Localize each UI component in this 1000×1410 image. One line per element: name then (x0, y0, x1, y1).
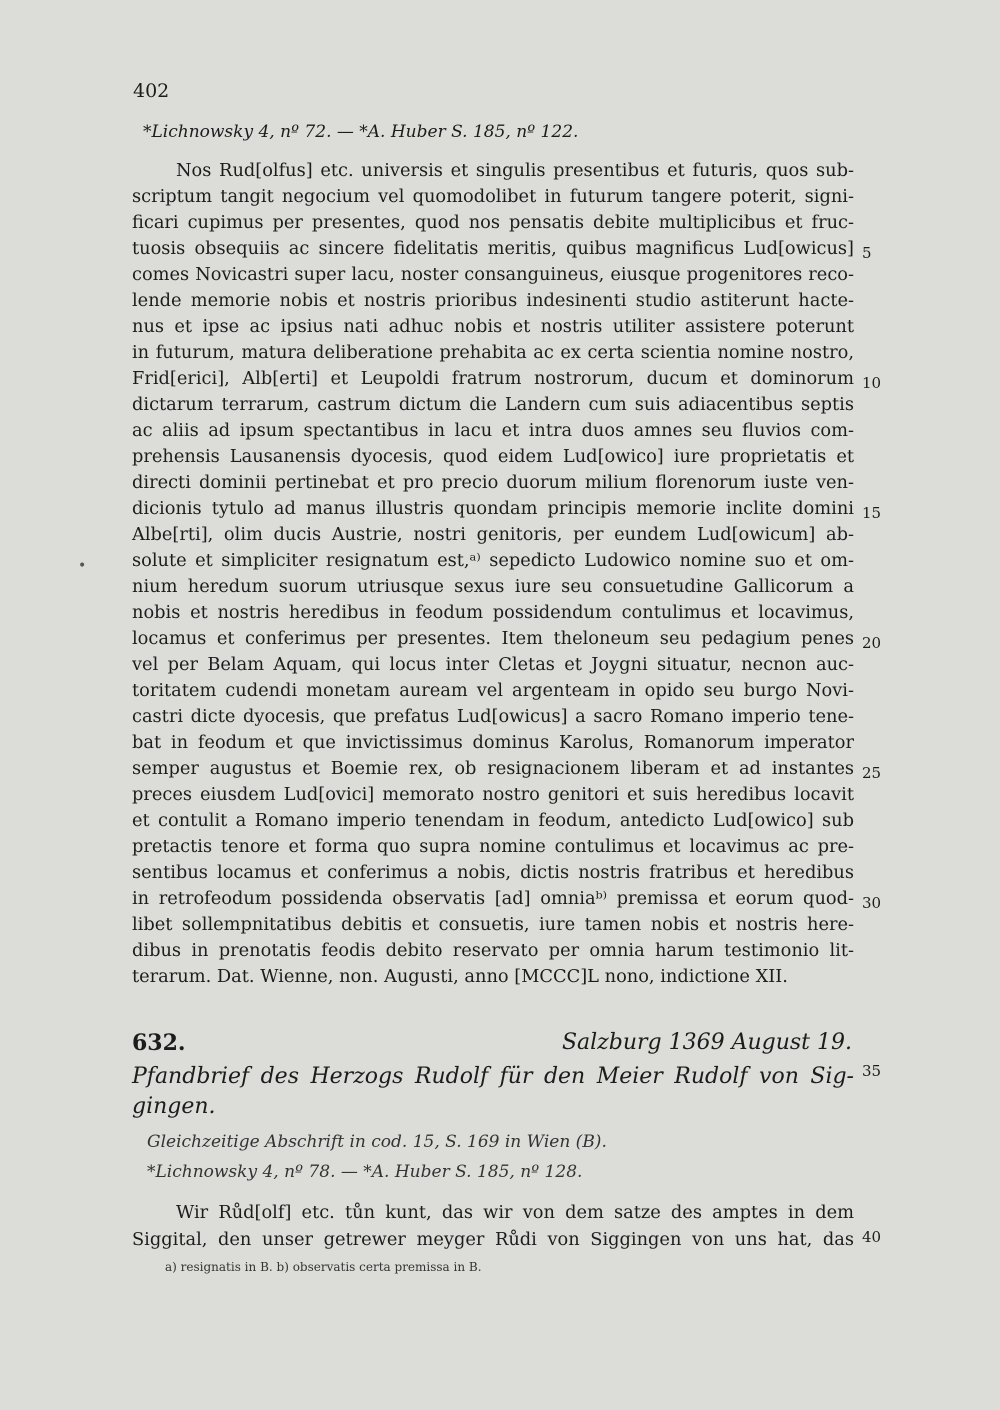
source-note: Gleichzeitige Abschrift in cod. 15, S. 169 in Wien (B). (147, 1132, 607, 1152)
text-line: in retrofeodum possidenda observatis [ad] omniaᵇ⁾ premissa et eorum quod- (132, 888, 854, 909)
document-heading (132, 1030, 852, 1060)
line-number: 5 (862, 244, 872, 262)
margin-mark: • (78, 558, 87, 574)
line-number: 15 (862, 504, 882, 522)
text-line: scriptum tangit negocium vel quomodolibet in futurum tangere poterit, signi- (132, 186, 854, 207)
text-line: Siggital, den unser getrewer meyger Růdi von Siggingen von uns hat, das (132, 1229, 854, 1250)
text-line: ac aliis ad ipsum spectantibus in lacu et intra duos amnes seu fluvios com- (132, 420, 854, 441)
document-references: *Lichnowsky 4, nº 78. — *A. Huber S. 185, nº 128. (147, 1162, 583, 1182)
text-line: nobis et nostris heredibus in feodum possidendum contulimus et locavimus, (132, 602, 854, 623)
text-line: lende memorie nobis et nostris prioribus indesinenti studio astiterunt hacte- (132, 290, 854, 311)
text-line: bat in feodum et que invictissimus dominus Karolus, Romanorum imperator (132, 732, 854, 753)
text-line: toritatem cudendi monetam auream vel argenteam in opido seu burgo Novi- (132, 680, 854, 701)
line-number: 25 (862, 764, 882, 782)
document-title-line: Pfandbrief des Herzogs Rudolf für den Meier Rudolf von Sig- (132, 1064, 854, 1089)
line-number: 10 (862, 374, 882, 392)
text-line: in futurum, matura deliberatione prehabita ac ex certa scientia nomine nostro, (132, 342, 854, 363)
document-place-date: Salzburg 1369 August 19. (561, 1030, 852, 1055)
text-line: libet sollempnitatibus debitis et consuetis, iure tamen nobis et nostris here- (132, 914, 854, 935)
text-line: solute et simpliciter resignatum est,ᵃ⁾ sepedicto Ludowico nomine suo et om- (132, 550, 854, 571)
line-number: 30 (862, 894, 882, 912)
page-number: 402 (133, 80, 170, 102)
text-line: terarum. Dat. Wienne, non. Augusti, anno [MCCC]L nono, indictione XII. (132, 966, 788, 987)
line-number: 40 (862, 1228, 882, 1246)
text-line: tuosis obsequiis ac sincere fidelitatis meritis, quibus magnificus Lud[owicus] (132, 238, 854, 259)
text-line: Albe[rti], olim ducis Austrie, nostri genitoris, per eundem Lud[owicum] ab- (132, 524, 854, 545)
footnotes: a) resignatis in B. b) observatis certa premissa in B. (165, 1260, 482, 1274)
line-number: 20 (862, 634, 882, 652)
text-line: sentibus locamus et conferimus a nobis, dictis nostris fratribus et heredibus (132, 862, 854, 883)
text-line: dicionis tytulo ad manus illustris quondam principis memorie inclite domini (132, 498, 854, 519)
text-line: et contulit a Romano imperio tenendam in feodum, antedicto Lud[owico] sub (132, 810, 854, 831)
document-number: 632. (132, 1030, 186, 1056)
text-line: comes Novicastri super lacu, noster consanguineus, eiusque progenitores reco- (132, 264, 854, 285)
text-line: prehensis Lausanensis dyocesis, quod eidem Lud[owico] iure proprietatis et (132, 446, 854, 467)
text-line: semper augustus et Boemie rex, ob resignacionem liberam et ad instantes (132, 758, 854, 779)
text-line: nium heredum suorum utriusque sexus iure seu consuetudine Gallicorum a (132, 576, 854, 597)
document-title-line: gingen. (132, 1094, 216, 1119)
text-line: nus et ipse ac ipsius nati adhuc nobis et nostris utiliter assistere poterunt (132, 316, 854, 337)
text-line: castri dicte dyocesis, que prefatus Lud[owicus] a sacro Romano imperio tene- (132, 706, 854, 727)
text-line: Frid[erici], Alb[erti] et Leupoldi fratrum nostrorum, ducum et dominorum (132, 368, 854, 389)
previous-document-references: *Lichnowsky 4, nº 72. — *A. Huber S. 185, nº 122. (143, 122, 579, 142)
text-line: dictarum terrarum, castrum dictum die Landern cum suis adiacentibus septis (132, 394, 854, 415)
text-line: Nos Rud[olfus] etc. universis et singulis presentibus et futuris, quos sub- (176, 160, 854, 181)
text-line: preces eiusdem Lud[ovici] memorato nostro genitori et suis heredibus locavit (132, 784, 854, 805)
text-line: vel per Belam Aquam, qui locus inter Cletas et Joygni situatur, necnon auc- (132, 654, 854, 675)
line-number: 35 (862, 1062, 882, 1080)
text-line: dibus in prenotatis feodis debito reservato per omnia harum testimonio lit- (132, 940, 854, 961)
text-line: ficari cupimus per presentes, quod nos pensatis debite multiplicibus et fruc- (132, 212, 854, 233)
text-line: pretactis tenore et forma quo supra nomine contulimus et locavimus ac pre- (132, 836, 854, 857)
text-line: directi dominii pertinebat et pro precio duorum milium florenorum iuste ven- (132, 472, 854, 493)
text-line: Wir Růd[olf] etc. tůn kunt, das wir von dem satze des amptes in dem (176, 1202, 854, 1223)
text-line: locamus et conferimus per presentes. Item theloneum seu pedagium penes (132, 628, 854, 649)
